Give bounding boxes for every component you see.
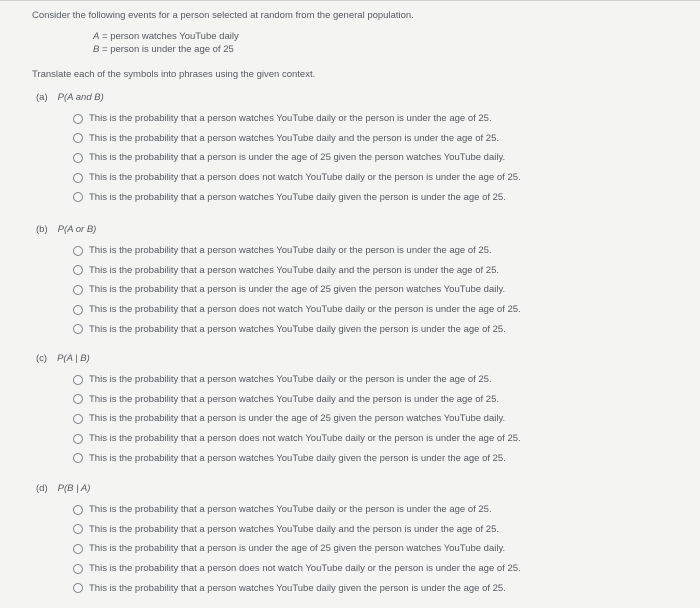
radio-button-icon[interactable] [73, 524, 83, 534]
part-heading [36, 222, 521, 236]
radio-button-icon[interactable] [73, 246, 83, 256]
part-heading [36, 481, 521, 495]
probability-expression: P(A | B) [57, 352, 90, 364]
event-definition-a [93, 31, 239, 44]
radio-button-icon[interactable] [73, 192, 83, 202]
answer-option[interactable] [73, 370, 521, 390]
answer-option[interactable] [73, 280, 521, 300]
option-text: This is the probability that a person watches YouTube daily given the person is under the age of 25. [89, 582, 506, 594]
part-heading [36, 90, 521, 104]
answer-option[interactable] [73, 109, 521, 129]
answer-option[interactable] [73, 261, 521, 281]
answer-option[interactable] [73, 409, 521, 429]
event-definition-b [93, 44, 239, 57]
option-text: This is the probability that a person does not watch YouTube daily or the person is under the age of 25. [89, 304, 521, 316]
radio-button-icon[interactable] [73, 544, 83, 554]
radio-button-icon[interactable] [73, 265, 83, 275]
answer-option[interactable] [73, 559, 521, 579]
part-heading [36, 351, 521, 365]
top-divider [0, 0, 700, 1]
radio-button-icon[interactable] [73, 114, 83, 124]
answer-option[interactable] [73, 241, 521, 261]
option-text: This is the probability that a person watches YouTube daily given the person is under the age of 25. [89, 191, 506, 203]
answer-options [73, 241, 521, 339]
part-label: (a) [36, 91, 48, 103]
radio-button-icon[interactable] [73, 153, 83, 163]
question-part-c [36, 351, 521, 468]
option-text: This is the probability that a person is under the age of 25 given the person watches YouTube daily. [89, 152, 506, 164]
answer-option[interactable] [73, 148, 521, 168]
answer-option[interactable] [73, 129, 521, 149]
option-text: This is the probability that a person watches YouTube daily or the person is under the age of 25. [89, 113, 492, 125]
answer-option[interactable] [73, 300, 521, 320]
radio-button-icon[interactable] [73, 434, 83, 444]
answer-option[interactable] [73, 319, 521, 339]
answer-option[interactable] [73, 578, 521, 598]
option-text: This is the probability that a person does not watch YouTube daily or the person is under the age of 25. [89, 433, 521, 445]
option-text: This is the probability that a person is under the age of 25 given the person watches YouTube daily. [89, 413, 506, 425]
answer-option[interactable] [73, 429, 521, 449]
instruction-text: Translate each of the symbols into phrases using the given context. [32, 69, 316, 80]
event-symbol: A [93, 31, 100, 42]
equals-sign: = [101, 43, 108, 55]
option-text: This is the probability that a person is under the age of 25 given the person watches YouTube daily. [89, 284, 506, 296]
answer-option[interactable] [73, 500, 521, 520]
option-text: This is the probability that a person watches YouTube daily and the person is under the age of 25. [89, 393, 499, 405]
answer-option[interactable] [73, 390, 521, 410]
answer-option[interactable] [73, 520, 521, 540]
option-text: This is the probability that a person watches YouTube daily given the person is under the age of 25. [89, 323, 506, 335]
probability-expression: P(B | A) [57, 482, 91, 494]
equals-sign: = [101, 31, 108, 42]
option-text: This is the probability that a person watches YouTube daily or the person is under the age of 25. [89, 374, 492, 386]
radio-button-icon[interactable] [73, 324, 83, 334]
question-part-b [36, 222, 521, 339]
answer-options [73, 500, 521, 598]
radio-button-icon[interactable] [73, 394, 83, 404]
question-intro: Consider the following events for a person selected at random from the general population. [32, 10, 414, 21]
answer-options [73, 109, 521, 207]
event-description: person watches YouTube daily [110, 31, 239, 42]
option-text: This is the probability that a person watches YouTube daily and the person is under the age of 25. [89, 264, 499, 276]
option-text: This is the probability that a person does not watch YouTube daily or the person is under the age of 25. [89, 563, 521, 575]
probability-expression: P(A or B) [57, 223, 97, 235]
event-symbol: B [93, 43, 100, 55]
radio-button-icon[interactable] [73, 414, 83, 424]
option-text: This is the probability that a person watches YouTube daily or the person is under the age of 25. [89, 245, 492, 257]
answer-option[interactable] [73, 539, 521, 559]
part-label: (c) [36, 352, 48, 364]
part-label: (b) [36, 223, 48, 235]
answer-option[interactable] [73, 448, 521, 468]
event-definitions [93, 31, 239, 56]
option-text: This is the probability that a person does not watch YouTube daily or the person is under the age of 25. [89, 172, 521, 184]
radio-button-icon[interactable] [73, 133, 83, 143]
question-part-d [36, 481, 521, 598]
option-text: This is the probability that a person watches YouTube daily given the person is under the age of 25. [89, 452, 506, 464]
option-text: This is the probability that a person watches YouTube daily and the person is under the age of 25. [89, 523, 499, 535]
option-text: This is the probability that a person watches YouTube daily or the person is under the age of 25. [89, 504, 492, 516]
radio-button-icon[interactable] [73, 375, 83, 385]
radio-button-icon[interactable] [73, 173, 83, 183]
question-part-a [36, 90, 521, 207]
answer-option[interactable] [73, 168, 521, 188]
probability-expression: P(A and B) [57, 91, 104, 103]
option-text: This is the probability that a person watches YouTube daily and the person is under the age of 25. [89, 132, 499, 144]
option-text: This is the probability that a person is under the age of 25 given the person watches YouTube daily. [89, 543, 506, 555]
radio-button-icon[interactable] [73, 583, 83, 593]
answer-option[interactable] [73, 187, 521, 207]
radio-button-icon[interactable] [73, 564, 83, 574]
answer-options [73, 370, 521, 468]
event-description: person is under the age of 25 [110, 43, 234, 55]
radio-button-icon[interactable] [73, 453, 83, 463]
radio-button-icon[interactable] [73, 505, 83, 515]
radio-button-icon[interactable] [73, 305, 83, 315]
part-label: (d) [36, 482, 48, 494]
radio-button-icon[interactable] [73, 285, 83, 295]
